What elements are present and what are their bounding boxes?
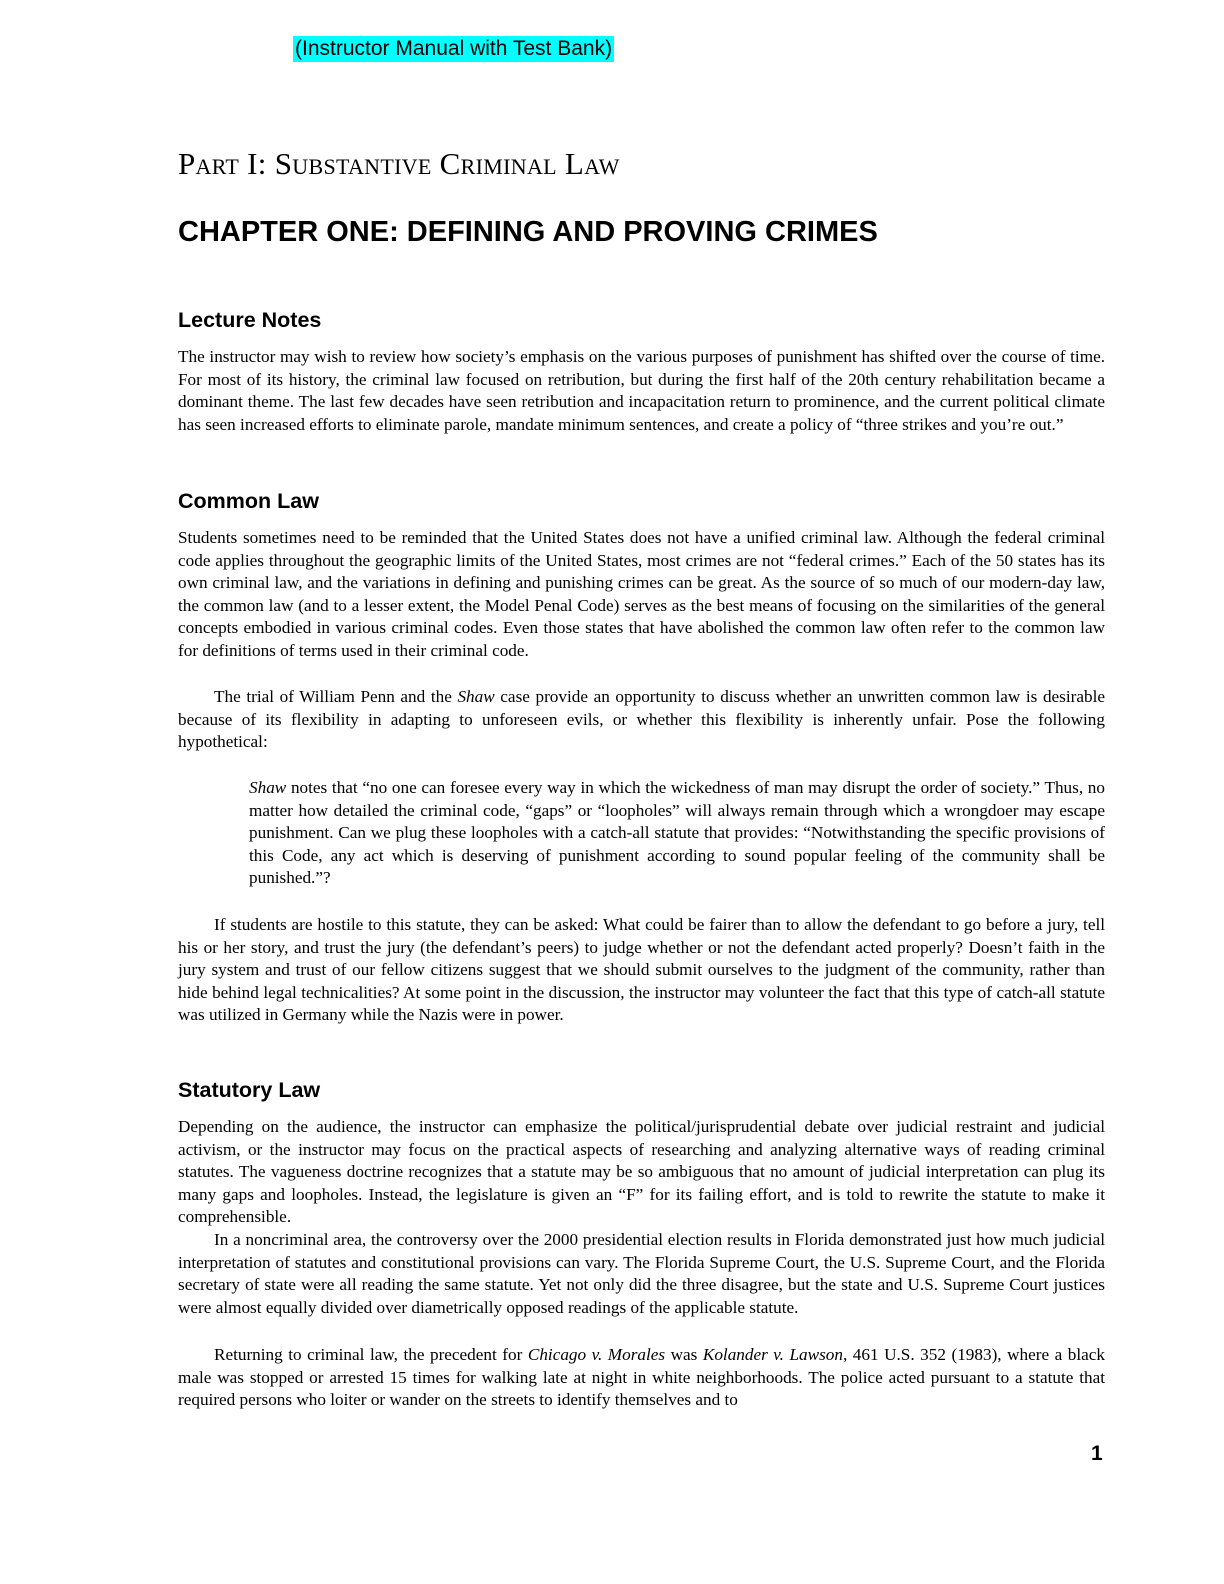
statutory-law-paragraph-2: In a noncriminal area, the controversy over the 2000 presidential election results in Florida demonstrated just how much judicial interpretation of statutes and constitutional provisions can vary. The Florida Supreme Court, the U.S. Supreme Court, and the Florida secretary of state were all reading the same statute. Yet not only did the three disagree, but the state and U.S. Supreme Court justices were almost equally divided over diametrically opposed readings of the applicable statute.	[178, 1230, 1105, 1317]
quote-case-name-shaw: Shaw	[249, 778, 287, 797]
p3-text-b: was	[665, 1345, 703, 1364]
case-name-chicago-v-morales: Chicago v. Morales	[527, 1345, 666, 1364]
instructor-manual-banner: (Instructor Manual with Test Bank)	[295, 37, 613, 60]
lecture-notes-paragraph: The instructor may wish to review how society’s emphasis on the various purposes of punishment has shifted over the course of time. For most of its history, the criminal law focused on retribution, but during the first half of the 20th century rehabilitation became a dominant theme. The last few decades have seen retribution and incapacitation return to prominence, and the current political climate has seen increased efforts to eliminate parole, mandate minimum sentences, and create a policy of “three strikes and you’re out.”	[178, 347, 1105, 434]
hypothetical-block-quote	[249, 777, 1105, 890]
part-title: Part I: Substantive Criminal Law	[178, 146, 620, 181]
common-law-paragraph-2	[178, 686, 1105, 754]
statutory-law-paragraph-1: Depending on the audience, the instructor can emphasize the political/jurisprudential debate over judicial restraint and judicial activism, or the instructor may focus on the practical aspects of researching and analyzing alternative ways of reading criminal statutes. The vagueness doctrine recognizes that a statute may be so ambiguous that no amount of judicial interpretation can plug its many gaps and loopholes. Instead, the legislature is given an “F” for its failing effort, and is told to rewrite the statute to make it comprehensible.	[178, 1117, 1105, 1227]
case-name-shaw: Shaw	[457, 687, 495, 706]
p3-text-a: Returning to criminal law, the precedent for	[214, 1345, 528, 1364]
page-number: 1	[1091, 1442, 1103, 1465]
heading-lecture-notes: Lecture Notes	[178, 308, 322, 332]
p2-text-after: case provide an opportunity to discuss whether an unwritten common law is desirable because of its flexibility in adapting to unforeseen evils, or whether this flexibility is inherently unfair. Pose the following hypothetical:	[178, 687, 1105, 752]
heading-common-law: Common Law	[178, 489, 319, 513]
common-law-paragraph-1: Students sometimes need to be reminded that the United States does not have a unified criminal law. Although the federal criminal code applies throughout the geographic limits of the United States, most crimes are not “federal crimes.” Each of the 50 states has its own criminal law, and the variations in defining and punishing crimes can be great. As the source of so much of our modern-day law, the common law (and to a lesser extent, the Model Penal Code) serves as the best means of focusing on the similarities of the general concepts embodied in various criminal codes. Even those states that have abolished the common law often refer to the common law for definitions of terms used in their criminal code.	[178, 528, 1105, 660]
common-law-paragraph-3: If students are hostile to this statute, they can be asked: What could be fairer than to allow the defendant to go before a jury, tell his or her story, and trust the jury (the defendant’s peers) to judge whether or not the defendant acted properly? Doesn’t faith in the jury system and trust of our fellow citizens suggest that we should submit ourselves to the judgment of the community, rather than hide behind legal technicalities? At some point in the discussion, the instructor may volunteer the fact that this type of catch-all statute was utilized in Germany while the Nazis were in power.	[178, 915, 1105, 1025]
statutory-law-paragraph-3	[178, 1344, 1105, 1412]
p3-text-c: , 461 U.S. 352 (1983), where a black male was stopped or arrested 15 times for walking late at night in white neighborhoods. The police acted pursuant to a statute that required persons who loiter or wander on the streets to identify themselves and to	[178, 1345, 1105, 1410]
heading-statutory-law: Statutory Law	[178, 1078, 321, 1102]
case-name-kolander-v-lawson: Kolander v. Lawson	[702, 1345, 843, 1364]
chapter-title: CHAPTER ONE: DEFINING AND PROVING CRIMES	[178, 216, 878, 248]
p2-text-before: The trial of William Penn and the	[214, 687, 458, 706]
quote-text: notes that “no one can foresee every way in which the wickedness of man may disrupt the order of society.” Thus, no matter how detailed the criminal code, “gaps” or “loopholes” will always remain through which a wrongdoer may escape punishment. Can we plug these loopholes with a catch-all statute that provides: “Notwithstanding the specific provisions of this Code, any act which is deserving of punishment according to sound popular feeling of the community shall be punished.”?	[249, 778, 1105, 888]
